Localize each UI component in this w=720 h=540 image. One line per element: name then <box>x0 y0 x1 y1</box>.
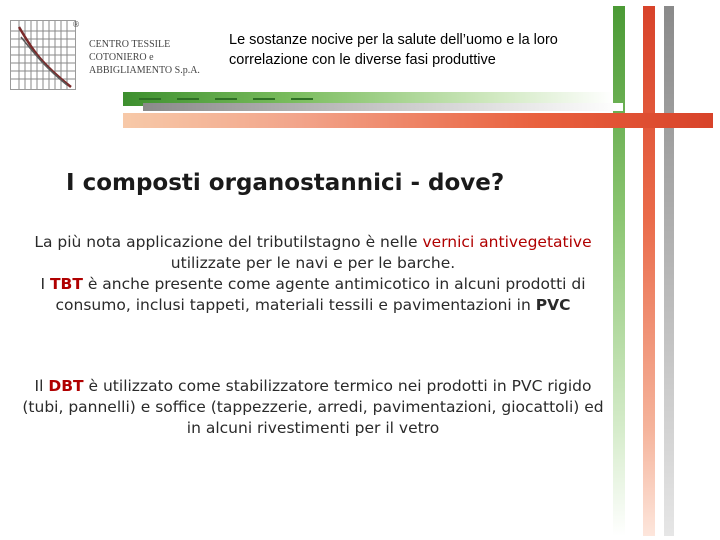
vertical-gray-bar <box>664 6 674 536</box>
header-gray-bar <box>143 103 623 111</box>
company-line: ABBIGLIAMENTO S.p.A. <box>89 65 200 76</box>
highlight-tbt: TBT <box>49 275 83 293</box>
company-name <box>89 38 200 77</box>
company-line: COTONIERO e <box>89 52 154 63</box>
text-run: è anche presente come agente antimicotico in alcuni prodotti di consumo, inclusi tappeti, materiali tessili e pavimentazioni in <box>55 275 586 314</box>
bold-pvc: PVC <box>535 296 571 314</box>
text-run: I <box>40 275 50 293</box>
header-dash <box>177 98 199 100</box>
presentation-title: Le sostanze nocive per la salute dell’uomo e la loro correlazione con le diverse fasi produttive <box>229 32 558 68</box>
company-logo-grid-icon <box>10 20 76 90</box>
header-red-bar <box>123 113 713 128</box>
vertical-green-bar <box>613 6 625 536</box>
paragraph-tbt <box>18 232 608 316</box>
slide-heading: I composti organostannici - dove? <box>66 170 505 196</box>
header-dash <box>215 98 237 100</box>
text-run: utilizzate per le navi e per le barche. <box>170 254 456 272</box>
header-dash <box>253 98 275 100</box>
text-run: La più nota applicazione del tributilstagno è nelle <box>34 233 423 251</box>
highlight-vernici: vernici antivegetative <box>422 233 592 251</box>
text-run: è utilizzato come stabilizzatore termico nei prodotti in PVC rigido (tubi, pannelli) e soffice (tappezzerie, arredi, pavimentazioni, giocattoli) ed in alcuni rivestimenti per il vetro <box>22 377 604 437</box>
paragraph-dbt <box>18 376 608 439</box>
highlight-dbt: DBT <box>48 377 84 395</box>
registered-mark: ® <box>72 20 80 29</box>
company-line: CENTRO TESSILE <box>89 39 171 50</box>
header-dash <box>291 98 313 100</box>
text-run: Il <box>34 377 49 395</box>
header-dash <box>139 98 161 100</box>
vertical-red-bar <box>643 6 655 536</box>
